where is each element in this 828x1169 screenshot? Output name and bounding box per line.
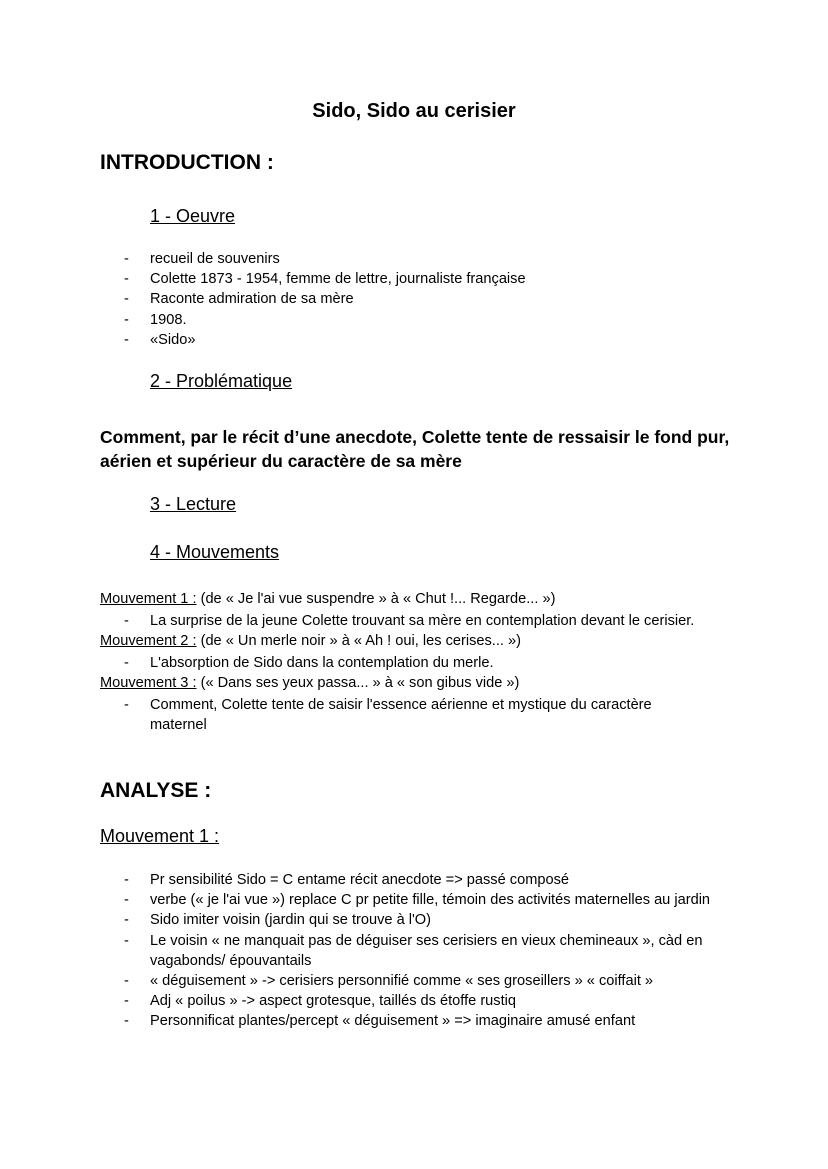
mouvement-detail: - La surprise de la jeune Colette trouvant sa mère en contemplation devant le cerisier. bbox=[124, 612, 695, 629]
oeuvre-list bbox=[100, 249, 740, 350]
list-item: - Le voisin « ne manquait pas de déguiser ses cerisiers en vieux chemineaux », càd en vagabonds/ épouvantails bbox=[124, 932, 703, 969]
list-item: - Personnificat plantes/percept « déguisement » => imaginaire amusé enfant bbox=[124, 1013, 636, 1030]
mouvement-detail: - Comment, Colette tente de saisir l'essence aérienne et mystique du caractère maternel bbox=[124, 696, 652, 733]
list-item: - « déguisement » -> cerisiers personnifié comme « ses groseillers » « coiffait » bbox=[124, 973, 654, 990]
mouvements-list bbox=[100, 589, 740, 735]
list-item: - Pr sensibilité Sido = C entame récit anecdote => passé composé bbox=[124, 872, 569, 888]
analyse-list bbox=[100, 870, 720, 1032]
problematique-text: Comment, par le récit d’une anecdote, Colette tente de ressaisir le fond pur, aérien et supérieur du caractère de sa mère bbox=[100, 427, 730, 471]
list-item: - Sido imiter voisin (jardin qui se trouve à l'O) bbox=[124, 912, 431, 929]
mouvement-line: Mouvement 2 : (de « Un merle noir » à « Ah ! oui, les cerises... ») bbox=[100, 633, 521, 649]
oeuvre-heading: 1 - Oeuvre bbox=[150, 206, 236, 226]
list-item: - Raconte admiration de sa mère bbox=[124, 291, 354, 308]
mouvement-detail: - L'absorption de Sido dans la contemplation du merle. bbox=[124, 654, 494, 671]
mouvement-line: Mouvement 1 : (de « Je l'ai vue suspendre » à « Chut !... Regarde... ») bbox=[100, 591, 556, 607]
list-item: - recueil de souvenirs bbox=[124, 251, 280, 267]
introduction-heading: INTRODUCTION : bbox=[100, 151, 274, 174]
analyse-heading: ANALYSE : bbox=[100, 779, 212, 802]
mouvement-line: Mouvement 3 : (« Dans ses yeux passa... » à « son gibus vide ») bbox=[100, 675, 520, 691]
list-item: - Adj « poilus » -> aspect grotesque, taillés ds étoffe rustiq bbox=[124, 993, 517, 1010]
list-item: - 1908. bbox=[124, 311, 187, 328]
mouvement1-heading: Mouvement 1 : bbox=[100, 826, 220, 846]
mouvements-heading: 4 - Mouvements bbox=[150, 542, 280, 562]
document-title: Sido, Sido au cerisier bbox=[312, 100, 516, 122]
list-item: - Colette 1873 - 1954, femme de lettre, journaliste française bbox=[124, 271, 526, 288]
list-item: - verbe (« je l'ai vue ») replace C pr petite fille, témoin des activités maternelles au jardin bbox=[124, 892, 711, 909]
problematique-heading: 2 - Problématique bbox=[150, 371, 293, 391]
list-item: - «Sido» bbox=[124, 331, 196, 348]
lecture-heading: 3 - Lecture bbox=[150, 494, 237, 514]
